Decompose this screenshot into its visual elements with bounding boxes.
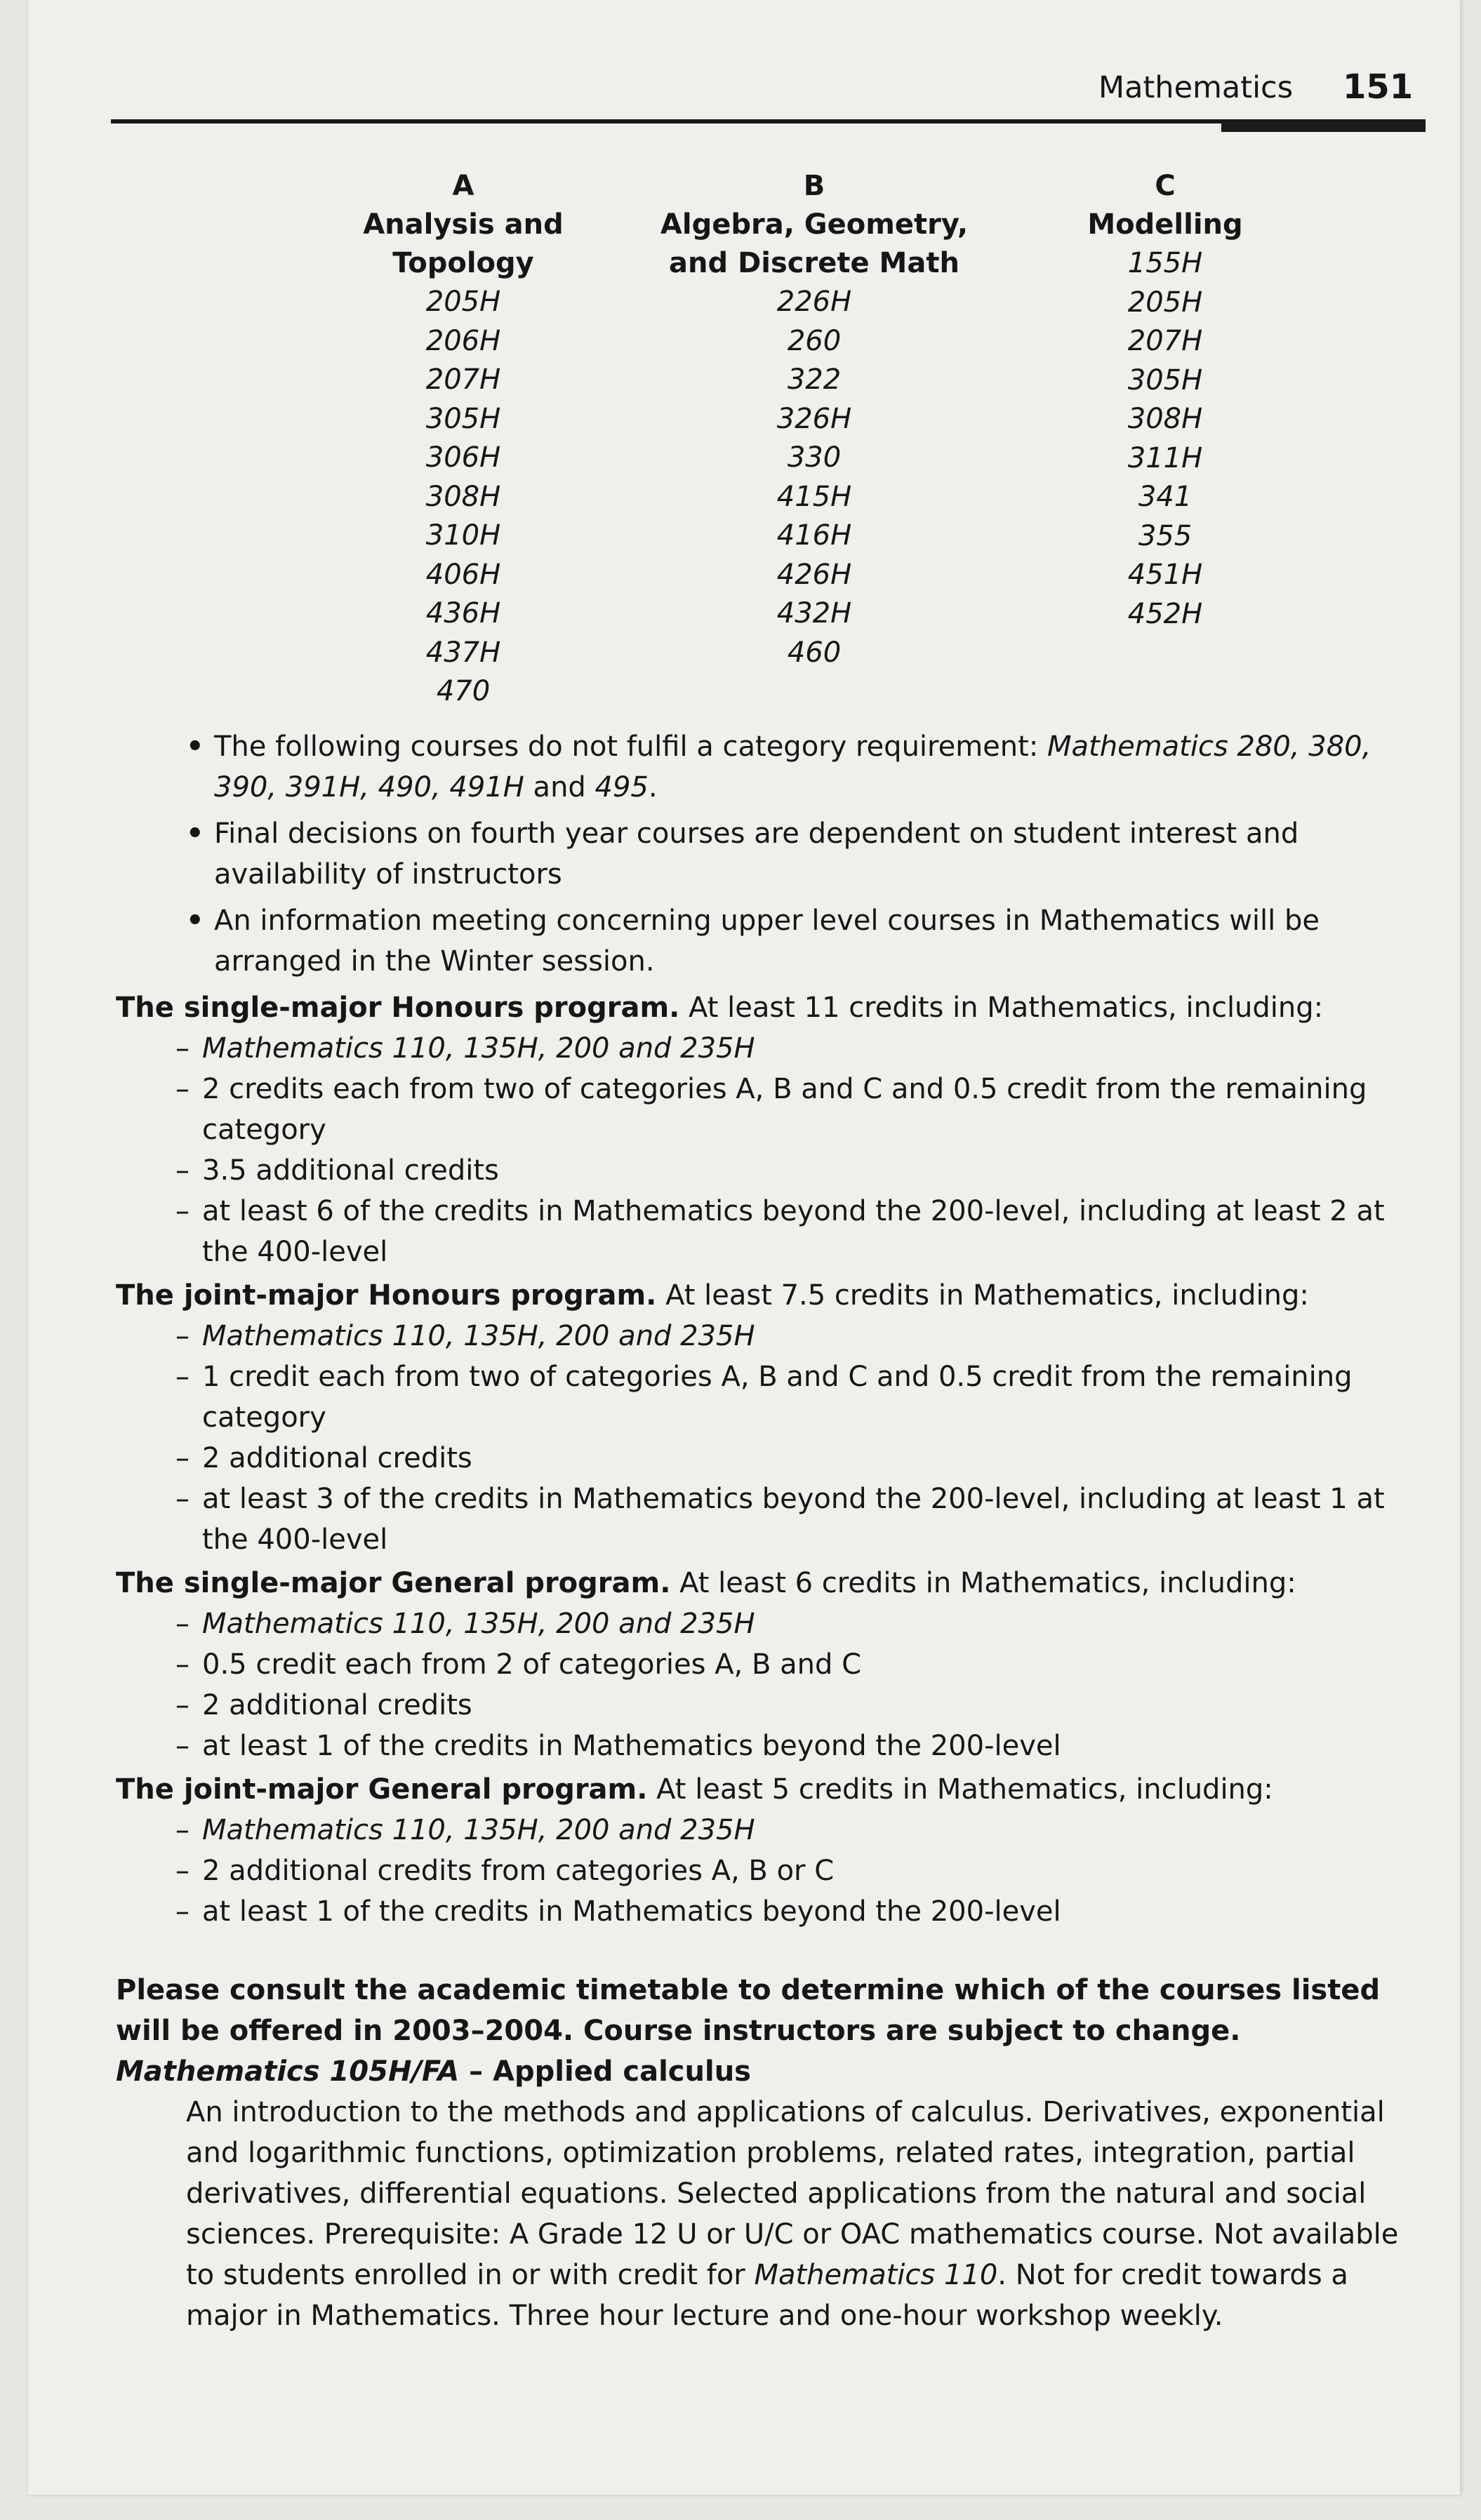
requirement-item: – Mathematics 110, 135H, 200 and 235H bbox=[175, 1032, 755, 1065]
program-title: The joint-major General program. bbox=[116, 1773, 648, 1806]
course-number: 305H bbox=[1127, 364, 1203, 396]
course-number: 330 bbox=[787, 441, 842, 474]
course-number: 406H bbox=[425, 558, 501, 591]
course-number: 308H bbox=[425, 480, 501, 513]
course-number: 416H bbox=[776, 519, 852, 552]
course-number: 226H bbox=[776, 286, 852, 318]
requirement-item: – Mathematics 110, 135H, 200 and 235H bbox=[175, 1320, 755, 1352]
program-intro: At least 5 credits in Mathematics, including: bbox=[647, 1773, 1273, 1806]
category-column-b bbox=[660, 167, 969, 672]
note-item: • The following courses do not fulfil a category requirement: Mathematics 280, 380, 390, 391H, 490, 491H and 495. bbox=[186, 726, 1435, 808]
course-number: 206H bbox=[425, 324, 501, 357]
course-number: 436H bbox=[425, 597, 501, 629]
requirement-item: – 2 additional credits bbox=[175, 1442, 472, 1474]
course-number: 305H bbox=[425, 402, 501, 435]
program-intro: At least 11 credits in Mathematics, including: bbox=[679, 992, 1324, 1024]
program-block bbox=[116, 1275, 1435, 1560]
requirement-item: – 2 credits each from two of categories A, B and C and 0.5 credit from the remaining category bbox=[175, 1073, 1367, 1146]
category-title: Modelling bbox=[1087, 208, 1243, 241]
course-number: 341 bbox=[1138, 481, 1193, 513]
page-number: 151 bbox=[1343, 67, 1414, 107]
requirement-item: – Mathematics 110, 135H, 200 and 235H bbox=[175, 1814, 755, 1846]
course-list bbox=[337, 283, 590, 712]
course-number: 451H bbox=[1127, 559, 1203, 591]
program-block bbox=[116, 1563, 1435, 1766]
program-title: The single-major Honours program. bbox=[116, 992, 680, 1024]
course-name: Applied calculus bbox=[493, 2055, 751, 2088]
category-letter: A bbox=[452, 170, 474, 202]
category-title: Algebra, Geometry, bbox=[660, 208, 969, 241]
course-number: 306H bbox=[425, 441, 501, 474]
requirement-item: – 0.5 credit each from 2 of categories A, B and C bbox=[175, 1648, 862, 1681]
requirement-item: – at least 1 of the credits in Mathematics beyond the 200-level bbox=[175, 1895, 1061, 1928]
category-letter: C bbox=[1155, 170, 1176, 202]
category-title: and Discrete Math bbox=[669, 247, 959, 279]
program-block bbox=[116, 987, 1435, 1272]
bullet-icon: • bbox=[186, 818, 204, 850]
bullet-icon: • bbox=[186, 731, 204, 763]
course-number: 311H bbox=[1127, 441, 1203, 474]
course-number: 260 bbox=[787, 324, 842, 357]
category-title: Analysis and bbox=[363, 208, 564, 241]
requirement-item: – 3.5 additional credits bbox=[175, 1154, 499, 1187]
program-block bbox=[116, 1769, 1435, 1932]
note-item: • Final decisions on fourth year courses are dependent on student interest and availability of instructors bbox=[186, 813, 1435, 895]
requirement-item: – Mathematics 110, 135H, 200 and 235H bbox=[175, 1608, 755, 1640]
timetable-notice: Please consult the academic timetable to determine which of the courses listed will be offered in 2003–2004. Course instructors are subject to change. bbox=[116, 1974, 1381, 2047]
course-number: 155H bbox=[1127, 247, 1203, 279]
program-title: The single-major General program. bbox=[116, 1567, 671, 1599]
requirement-item: – at least 1 of the credits in Mathematics beyond the 200-level bbox=[175, 1730, 1061, 1762]
document-page bbox=[28, 0, 1460, 2495]
requirement-item: – 2 additional credits bbox=[175, 1689, 472, 1721]
course-number: 415H bbox=[776, 480, 852, 513]
course-description: An introduction to the methods and applications of calculus. Derivatives, exponential and logarithmic functions, optimization problems, related rates, integration, partial derivatives, differential equations. Selected applications from the natural and social sciences. Prerequisite: A Grade 12 U or U/C or OAC mathematics course. Not available to students enrolled in or with credit for Mathematics 110. Not for credit towards a major in Mathematics. Three hour lecture and one-hour workshop weekly. bbox=[186, 2096, 1399, 2332]
requirement-item: – at least 3 of the credits in Mathematics beyond the 200-level, including at least 1 at the 400-level bbox=[175, 1483, 1385, 1556]
course-number: 205H bbox=[425, 286, 501, 318]
course-number: 437H bbox=[425, 636, 501, 669]
course-number: 205H bbox=[1127, 286, 1203, 319]
course-number: 460 bbox=[787, 636, 842, 669]
course-number: 426H bbox=[776, 558, 852, 591]
course-heading: Mathematics 105H/FA – Applied calculus bbox=[116, 2055, 751, 2088]
requirement-item: – at least 6 of the credits in Mathematics beyond the 200-level, including at least 2 at the 400-level bbox=[175, 1195, 1385, 1268]
course-number: 470 bbox=[436, 675, 491, 707]
course-list bbox=[1039, 244, 1291, 634]
program-title: The joint-major Honours program. bbox=[116, 1279, 657, 1312]
body-text bbox=[116, 726, 1435, 2336]
course-number: 207H bbox=[425, 364, 501, 396]
program-intro: At least 6 credits in Mathematics, including: bbox=[670, 1567, 1296, 1599]
course-number: 310H bbox=[425, 519, 501, 552]
requirement-item: – 1 credit each from two of categories A, B and C and 0.5 credit from the remaining category bbox=[175, 1361, 1353, 1434]
program-intro: At least 7.5 credits in Mathematics, including: bbox=[656, 1279, 1309, 1312]
category-letter: B bbox=[803, 170, 825, 202]
course-list bbox=[660, 283, 969, 672]
course-number: 326H bbox=[776, 402, 852, 435]
note-item: • An information meeting concerning upper level courses in Mathematics will be arranged in the Winter session. bbox=[186, 900, 1435, 982]
course-code: Mathematics 105H/FA bbox=[116, 2055, 460, 2088]
running-head: Mathematics bbox=[1098, 70, 1294, 105]
category-title: Topology bbox=[392, 247, 534, 279]
requirement-item: – 2 additional credits from categories A, B or C bbox=[175, 1855, 835, 1887]
course-number: 207H bbox=[1127, 325, 1203, 357]
bullet-icon: • bbox=[186, 905, 204, 937]
course-number: 355 bbox=[1138, 519, 1193, 552]
course-number: 322 bbox=[787, 364, 842, 396]
course-number: 452H bbox=[1127, 597, 1203, 630]
course-number: 308H bbox=[1127, 403, 1203, 435]
category-column-c bbox=[1039, 167, 1291, 634]
category-column-a bbox=[337, 167, 590, 712]
course-number: 432H bbox=[776, 597, 852, 629]
header-rule-tab bbox=[1221, 119, 1426, 132]
